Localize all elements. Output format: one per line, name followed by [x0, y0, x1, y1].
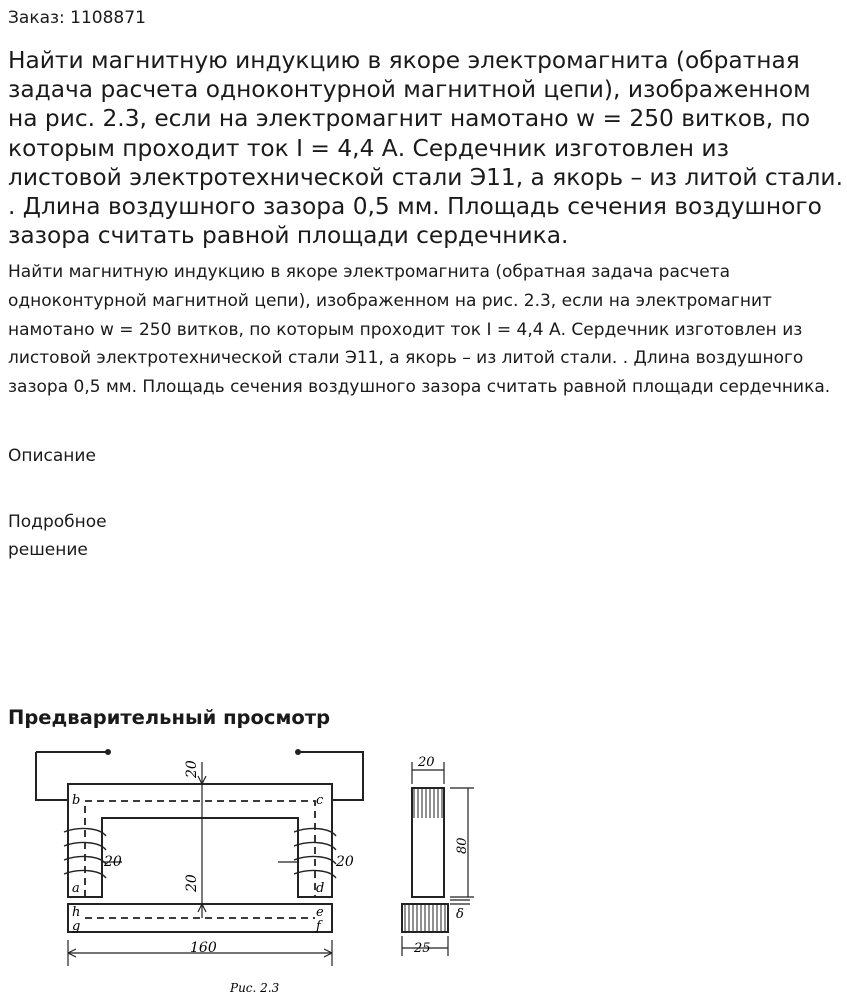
point-f: f — [316, 919, 321, 934]
point-e: e — [316, 905, 324, 920]
detailed-solution-label: Подробное решение — [8, 512, 107, 560]
point-d: d — [316, 881, 325, 896]
dim-side-width-label: 20 — [418, 755, 435, 770]
problem-text: Найти магнитную индукцию в якоре электромагнита (обратная задача расчета одноконтурной магнитной цепи), изображенном на рис. 2.3, если на электромагнит намотано w = 250 витков, по которым проходит ток I = 4,4 А. Сердечник изготовлен из листовой электротехнической стали Э11, а якорь – из литой стали. . Длина воздушного зазора 0,5 мм. Площадь сечения воздушного зазора считать равной площади сердечника. — [8, 262, 831, 398]
figure-caption: Рис. 2.3 — [230, 981, 280, 995]
problem-title: Найти магнитную индукцию в якоре электромагнита (обратная задача расчета одноконтурной магнитной цепи), изображенном на рис. 2.3, если на электромагнит намотано w = 250 витков, по которым проходит ток I = 4,4 А. Сердечник изготовлен из листовой электротехнической стали Э11, а якорь – из литой стали. . Длина воздушного зазора 0,5 мм. Площадь сечения воздушного зазора считать равной площади сердечника. — [8, 47, 843, 250]
dim-top-label: 20 — [184, 760, 200, 778]
dim-gap-section-label: 20 — [184, 874, 200, 892]
electromagnet-figure — [0, 740, 520, 1002]
point-c: c — [316, 793, 324, 808]
point-h: h — [72, 905, 81, 920]
dim-right-leg-label: 20 — [336, 854, 354, 870]
point-b: b — [72, 793, 81, 808]
description-label: Описание — [8, 446, 96, 466]
dim-side-height-label: 80 — [455, 837, 470, 854]
core-side-view — [412, 788, 444, 897]
dim-left-leg-label: 20 — [104, 854, 122, 870]
order-number: Заказ: 1108871 — [8, 8, 146, 28]
dim-armature-width-label: 25 — [414, 941, 431, 956]
dim-length-label: 160 — [190, 940, 217, 956]
coil-lead-right — [298, 752, 363, 800]
point-g: g — [72, 919, 81, 934]
point-a: a — [72, 881, 80, 896]
preview-heading: Предварительный просмотр — [8, 706, 331, 729]
dim-gap-delta-label: δ — [456, 907, 464, 922]
